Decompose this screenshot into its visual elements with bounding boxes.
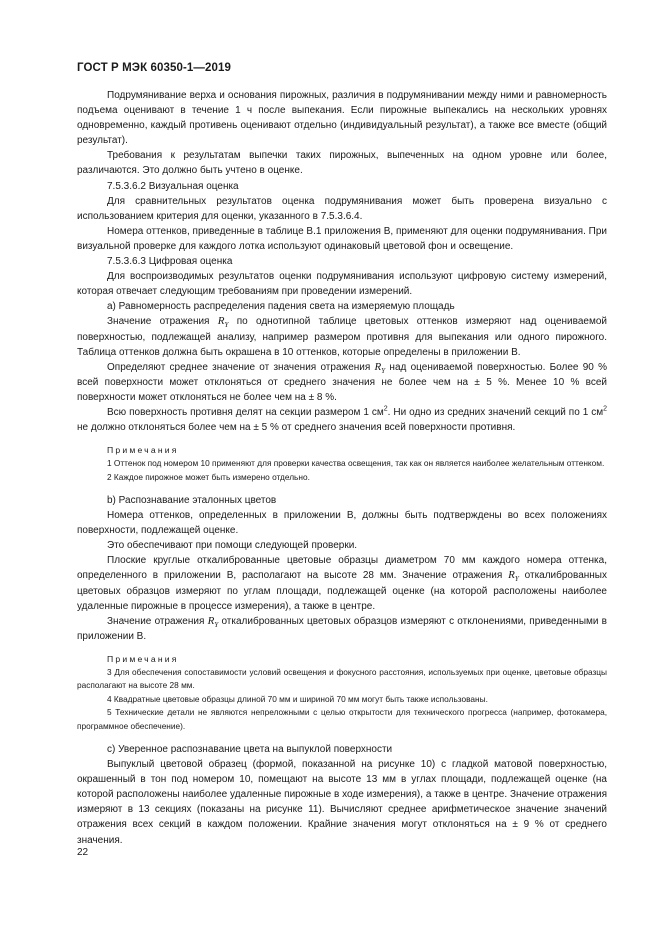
- paragraph: Определяют среднее значение от значения отражения $R_Y$ над оцениваемой поверхностью. Более 90 % всей поверхности может отклоняться от среднего значения не более чем на ± 5 %. Менее 10 % всей поверхности может отклоняться не более чем на ± 8 %.: [77, 360, 607, 403]
- notes-title: Примечания: [107, 653, 179, 664]
- list-heading: b) Распознавание эталонных цветов: [107, 494, 277, 506]
- notes-title: Примечания: [107, 445, 179, 456]
- section-heading: 7.5.3.6.2 Визуальная оценка: [107, 180, 239, 192]
- document-body: [77, 88, 607, 848]
- paragraph: Значение отражения $R_Y$ по однотипной таблице цветовых оттенков измеряют над оцениваемой поверхностью, подлежащей анализу, например размером противня для выпекания или одного пирожного. Таблица оттенков должна быть окрашена в 10 оттенков, которые определены в приложении В.: [77, 315, 607, 358]
- section-heading: 7.5.3.6.3 Цифровая оценка: [107, 256, 233, 268]
- paragraph: Для воспроизводимых результатов оценки подрумянивания используют цифровую систему измерений, которая отвечает следующим требованиям при проведении измерений.: [77, 271, 607, 298]
- r-symbol: $R_Y$: [217, 315, 229, 330]
- paragraph: Плоские круглые откалиброванные цветовые образцы диаметром 70 мм каждого номера оттенка, определенного в приложении В, располагают на высоте 28 мм. Значение отражения $R_Y$ откалиброванных цветовых образцов измеряют по углам площади, подлежащей оценке (на которой расположены наиболее удаленные пирожные в процессе измерения), а также в центре.: [77, 555, 607, 612]
- note: 3 Для обеспечения сопоставимости условий освещения и фокусного расстояния, используемых при оценке, цветовые образцы располагают на высоте 28 мм.: [77, 666, 607, 691]
- r-symbol: $R_Y$: [207, 614, 219, 629]
- paragraph: Для сравнительных результатов оценка подрумянивания может быть проверена визуально с использованием критерия для оценки, указанного в 7.5.3.6.4.: [77, 195, 607, 222]
- note: 2 Каждое пирожное может быть измерено отдельно.: [107, 471, 310, 482]
- document-header: ГОСТ Р МЭК 60350-1—2019: [77, 62, 231, 74]
- paragraph: Значение отражения $R_Y$ откалиброванных цветовых образцов измеряют с отклонениями, приведенными в приложении В.: [77, 614, 607, 642]
- r-symbol: $R_Y$: [508, 569, 519, 584]
- paragraph: Выпуклый цветовой образец (формой, показанной на рисунке 10) с гладкой матовой поверхностью, окрашенный в тон под номером 10, помещают на высоте 13 мм в углах площади, подлежащей оценке (на которой расположены наиболее удаленные пирожные в ходе измерения), а также в центре. Значение отражения измеряют в 13 секциях (показаны на рисунке 11). Вычисляют среднее арифметическое значение значений отражения всех секций в каждом положении. Крайние значения могут отклоняться на ± 9 % от среднего значения.: [77, 759, 607, 846]
- r-symbol: $R_Y$: [374, 360, 386, 375]
- note: 1 Оттенок под номером 10 применяют для проверки качества освещения, так как он является наиболее желательным оттенком.: [107, 458, 605, 469]
- note: 4 Квадратные цветовые образцы длиной 70 мм и шириной 70 мм могут быть также использованы.: [107, 693, 488, 704]
- paragraph: Требования к результатам выпечки таких пирожных, выпеченных на одном уровне или более, различаются. Это должно быть учтено в оценке.: [77, 150, 607, 177]
- list-heading: а) Равномерность распределения падения света на измеряемую площадь: [107, 301, 455, 313]
- paragraph: Номера оттенков, определенных в приложении В, должны быть подтверждены во всех положениях поверхности, подлежащей оценке.: [77, 510, 607, 537]
- list-heading: с) Уверенное распознавание цвета на выпуклой поверхности: [107, 743, 393, 755]
- paragraph: Это обеспечивают при помощи следующей проверки.: [107, 540, 358, 552]
- paragraph: Номера оттенков, приведенные в таблице В.1 приложения В, применяют для оценки подрумянивания. При визуальной проверке для каждого лотка используют одинаковый цветовой фон и освещение.: [77, 225, 607, 252]
- page-number: 22: [77, 847, 89, 858]
- paragraph: Всю поверхность противня делят на секции размером 1 $см^2$. Ни одно из средних значений секций по 1 $см^2$ не должно отклоняться более чем на ± 5 % от среднего значения всей поверхности противня.: [77, 405, 607, 434]
- paragraph: Подрумянивание верха и основания пирожных, различия в подрумянивании между ними и равномерность подъема оценивают в течение 1 ч после выпекания. Если пирожные выпекались на нескольких уровнях одновременно, каждый противень оценивают отдельно (индивидуальный результат), а также все вместе (общий результат).: [77, 90, 607, 147]
- note: 5 Технические детали не являются непреложными с целью открытости для технического прогресса (например, фотокамера, программное обеспечение).: [77, 707, 607, 731]
